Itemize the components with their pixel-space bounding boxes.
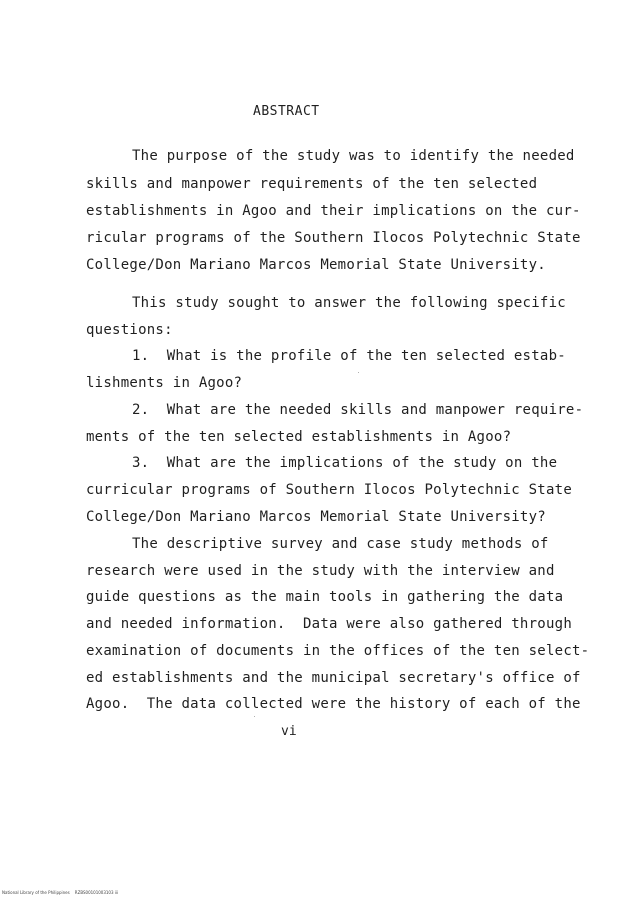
body-line-17: guide questions as the main tools in gathering the data (86, 589, 564, 605)
scan-speck (254, 716, 255, 717)
body-line-20: ed establishments and the municipal secretary's office of (86, 670, 581, 686)
question-1-line-1: 1. What is the profile of the ten selected estab- (132, 348, 566, 364)
body-line-19: examination of documents in the offices of the ten select- (86, 643, 590, 659)
page-number: vi (281, 724, 297, 739)
question-3-line-1: 3. What are the implications of the study on the (132, 455, 558, 471)
body-line-5: College/Don Mariano Marcos Memorial State University. (86, 257, 546, 273)
abstract-title: ABSTRACT (253, 104, 320, 119)
body-line-6: This study sought to answer the following specific (132, 295, 566, 311)
scan-footer: National Library of the Philippines RZBS00101003103 iii (2, 890, 119, 895)
body-line-18: and needed information. Data were also gathered through (86, 616, 573, 632)
question-3-line-3: College/Don Mariano Marcos Memorial State University? (86, 509, 546, 525)
body-line-3: establishments in Agoo and their implications on the cur- (86, 203, 581, 219)
body-line-15: The descriptive survey and case study methods of (132, 536, 549, 552)
question-2-line-2: ments of the ten selected establishments in Agoo? (86, 429, 512, 445)
body-line-4: ricular programs of the Southern Ilocos Polytechnic State (86, 230, 581, 246)
body-line-16: research were used in the study with the interview and (86, 563, 555, 579)
question-2-line-1: 2. What are the needed skills and manpower require- (132, 402, 584, 418)
body-line-21: Agoo. The data collected were the history of each of the (86, 696, 581, 712)
body-line-1: The purpose of the study was to identify the needed (132, 148, 575, 164)
scan-speck (358, 372, 359, 373)
question-3-line-2: curricular programs of Southern Ilocos Polytechnic State (86, 482, 573, 498)
body-line-2: skills and manpower requirements of the ten selected (86, 176, 538, 192)
body-line-7: questions: (86, 322, 173, 338)
question-1-line-2: lishments in Agoo? (86, 375, 243, 391)
